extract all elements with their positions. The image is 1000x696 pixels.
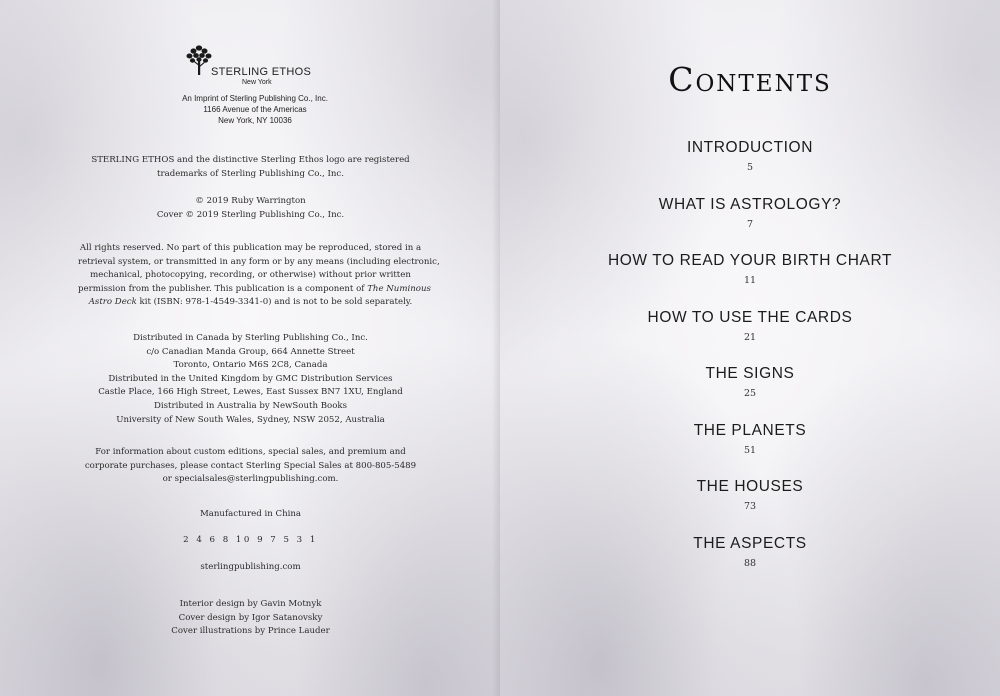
sales-line: corporate purchases, please contact Sterling Special Sales at 800-805-5489 <box>84 460 417 471</box>
toc-entry-page: 73 <box>743 501 757 512</box>
toc-entry <box>500 308 1000 365</box>
toc-entry-title: THE HOUSES <box>696 478 804 495</box>
copyright-line: Cover © 2019 Sterling Publishing Co., Inc. <box>156 209 345 220</box>
publisher-location: New York <box>242 79 272 86</box>
toc-entry <box>500 534 1000 591</box>
toc-entry-title: THE SIGNS <box>705 365 795 382</box>
credit-line: Cover design by Igor Satanovsky <box>178 612 323 623</box>
toc-entry-page: 7 <box>746 218 754 230</box>
toc-entry-title: THE PLANETS <box>693 421 807 439</box>
sales-line: For information about custom editions, special sales, and premium and <box>95 447 406 457</box>
book-title-italic: The Numinous <box>367 283 431 294</box>
design-credits <box>78 598 423 639</box>
toc-entry <box>500 364 1000 421</box>
imprint-line: 1166 Avenue of the Americas <box>203 105 307 114</box>
publisher-name: STERLING ETHOS <box>211 66 312 78</box>
trademark-notice <box>78 154 423 181</box>
copyright-line: © 2019 Ruby Warrington <box>195 196 306 206</box>
imprint-line: New York, NY 10036 <box>218 116 292 125</box>
toc-entry-page: 88 <box>743 557 757 569</box>
toc-entry-page: 51 <box>743 444 757 456</box>
imprint-address <box>160 93 350 126</box>
rights-line <box>78 296 423 310</box>
manufactured-in: Manufactured in China <box>199 509 302 519</box>
special-sales-info <box>78 446 423 487</box>
toc-entry-title: HOW TO USE THE CARDS <box>647 308 853 326</box>
imprint-line: An Imprint of Sterling Publishing Co., Inc. <box>182 94 328 103</box>
toc-entry-page: 11 <box>743 275 757 286</box>
publisher-logo <box>185 44 315 88</box>
distribution-info <box>78 332 423 427</box>
rights-notice <box>78 242 440 310</box>
toc-entry <box>500 195 1000 252</box>
distribution-line: Distributed in Canada by Sterling Publishing Co., Inc. <box>133 333 368 343</box>
rights-text: permission from the publisher. This publication is a component of <box>78 283 368 294</box>
trademark-line: trademarks of Sterling Publishing Co., Inc. <box>157 168 344 179</box>
toc-entry-page: 5 <box>746 162 754 173</box>
toc-entry <box>500 251 1000 308</box>
credit-line: Cover illustrations by Prince Lauder <box>171 626 330 637</box>
toc-entry-page: 21 <box>743 331 757 343</box>
distribution-line: Distributed in Australia by NewSouth Books <box>153 400 347 411</box>
rights-line <box>78 283 431 297</box>
sales-line: or specialsales@sterlingpublishing.com. <box>162 474 339 485</box>
rights-line: retrieval system, or transmitted in any form or by any means (including electronic, <box>78 256 440 267</box>
tree-icon <box>185 44 213 78</box>
toc-entry-title: WHAT IS ASTROLOGY? <box>658 195 842 213</box>
toc-entry <box>500 138 1000 195</box>
book-title-italic: Astro Deck <box>88 297 137 308</box>
distribution-line: Toronto, Ontario M6S 2C8, Canada <box>173 360 328 371</box>
toc-entry <box>500 421 1000 478</box>
rights-line: All rights reserved. No part of this publication may be reproduced, stored in a <box>79 243 422 253</box>
distribution-line: c/o Canadian Manda Group, 664 Annette Street <box>146 346 355 357</box>
toc-entry-title: INTRODUCTION <box>686 139 814 156</box>
distribution-line: University of New South Wales, Sydney, NSW 2052, Australia <box>116 414 385 425</box>
credit-line: Interior design by Gavin Motnyk <box>179 599 322 609</box>
contents-page <box>500 0 1000 696</box>
printing-line: 2 4 6 8 10 9 7 5 3 1 <box>183 535 318 545</box>
rights-text: kit (ISBN: 978-1-4549-3341-0) and is not to be sold separately. <box>136 297 413 308</box>
toc-entry-title: THE ASPECTS <box>693 534 807 552</box>
contents-title: Contents <box>668 60 832 99</box>
publisher-website: sterlingpublishing.com <box>200 562 301 572</box>
trademark-line: STERLING ETHOS and the distinctive Sterling Ethos logo are registered <box>91 155 410 165</box>
copyright-notice <box>78 195 423 222</box>
table-of-contents <box>500 138 1000 590</box>
toc-entry-page: 25 <box>743 388 757 399</box>
toc-entry-title: HOW TO READ YOUR BIRTH CHART <box>607 252 893 269</box>
rights-line: mechanical, photocopying, recording, or otherwise) without prior written <box>90 270 411 281</box>
distribution-line: Distributed in the United Kingdom by GMC Distribution Services <box>108 373 393 384</box>
distribution-line: Castle Place, 166 High Street, Lewes, East Sussex BN7 1XU, England <box>98 387 403 398</box>
toc-entry <box>500 477 1000 534</box>
